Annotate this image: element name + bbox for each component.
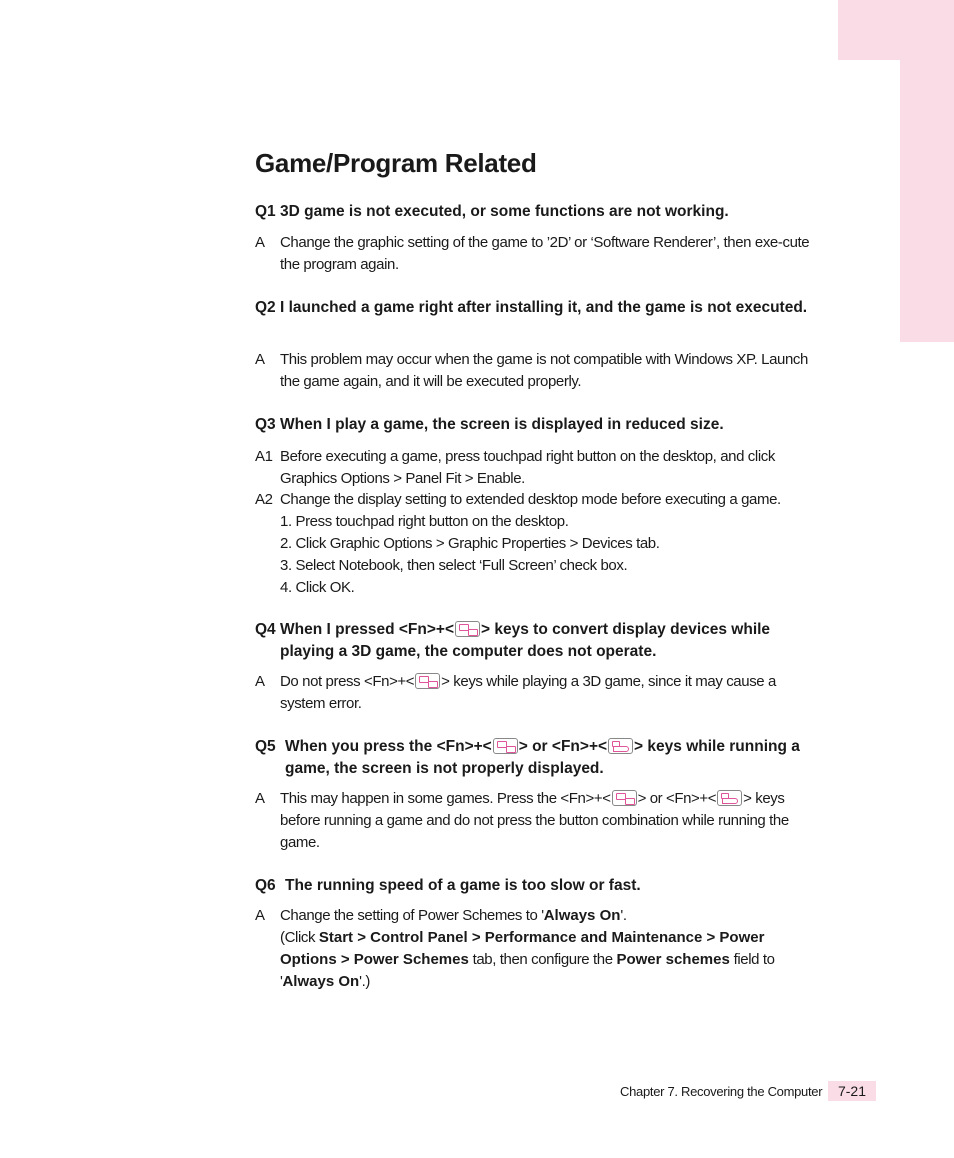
question-text: I launched a game right after installing it, and the game is not executed. [280,299,808,316]
answer-line-2: (Click Start > Control Panel > Performance and Maintenance > Power Options > Power Schemes tab, then configure the Power schemes field to 'Always On'.) [280,929,775,990]
answer-line-1: Change the setting of Power Schemes to 'Always On'. [280,907,627,924]
list-item: 3. Select Notebook, then select ‘Full Screen’ check box. [280,557,628,574]
answer-text: Change the graphic setting of the game to ’2D’ or ‘Software Renderer’, then exe-cute the program again. [280,234,810,273]
question-label: Q4 [255,621,276,638]
question-4 [255,619,815,663]
answer-6 [255,905,815,993]
question-text: When you press the <Fn>+< > or <Fn>+< > keys while running a game, the screen is not properly displayed. [285,738,800,777]
list-item: 1. Press touchpad right button on the desktop. [280,513,569,530]
question-label: Q1 [255,203,276,220]
page-title: Game/Program Related [255,148,537,178]
answer-4 [255,671,815,715]
answer-1 [255,232,815,276]
answer-5 [255,788,815,854]
answer-2 [255,349,815,393]
lcd-crt-switch-key-icon [455,621,480,637]
answer-3-2 [255,489,815,599]
question-3 [255,414,815,436]
answer-label: A [255,673,265,690]
answer-text: Do not press <Fn>+< > keys while playing a 3D game, since it may cause a system error. [280,673,776,712]
question-5 [255,736,815,780]
question-text: The running speed of a game is too slow or fast. [285,877,641,894]
answer-text: This may happen in some games. Press the <Fn>+< > or <Fn>+< > keys before running a game and do not press the button combination while running the game. [280,790,789,851]
return-key-icon [608,738,633,754]
question-text: 3D game is not executed, or some functions are not working. [280,203,729,220]
lcd-crt-switch-key-icon [493,738,518,754]
question-label: Q6 [255,877,276,894]
page-number: 7-21 [828,1081,876,1101]
question-1 [255,201,815,223]
return-key-icon [717,790,742,806]
question-text: When I pressed <Fn>+< > keys to convert display devices while playing a 3D game, the computer does not operate. [280,621,771,660]
question-text: When I play a game, the screen is displayed in reduced size. [280,416,724,433]
answer-text: Change the display setting to extended desktop mode before executing a game. [280,491,781,508]
answer-label: A [255,790,265,807]
chapter-title: Chapter 7. Recovering the Computer [620,1084,823,1099]
question-2 [255,297,815,319]
answer-label: A2 [255,491,273,508]
chapter-tab-side [900,60,954,342]
answer-text: This problem may occur when the game is not compatible with Windows XP. Launch the game again, and it will be executed properly. [280,351,808,390]
question-label: Q2 [255,299,276,316]
answer-3-1 [255,446,815,490]
answer-label: A [255,907,265,924]
chapter-tab-top [838,0,954,60]
list-item: 4. Click OK. [280,579,355,596]
question-label: Q3 [255,416,276,433]
answer-text: Before executing a game, press touchpad right button on the desktop, and click Graphics Options > Panel Fit > Enable. [280,448,775,487]
lcd-crt-switch-key-icon [612,790,637,806]
question-6 [255,875,815,897]
lcd-crt-switch-key-icon [415,673,440,689]
answer-label: A [255,234,265,251]
answer-label: A [255,351,265,368]
list-item: 2. Click Graphic Options > Graphic Properties > Devices tab. [280,535,660,552]
answer-label: A1 [255,448,273,465]
question-label: Q5 [255,738,276,755]
